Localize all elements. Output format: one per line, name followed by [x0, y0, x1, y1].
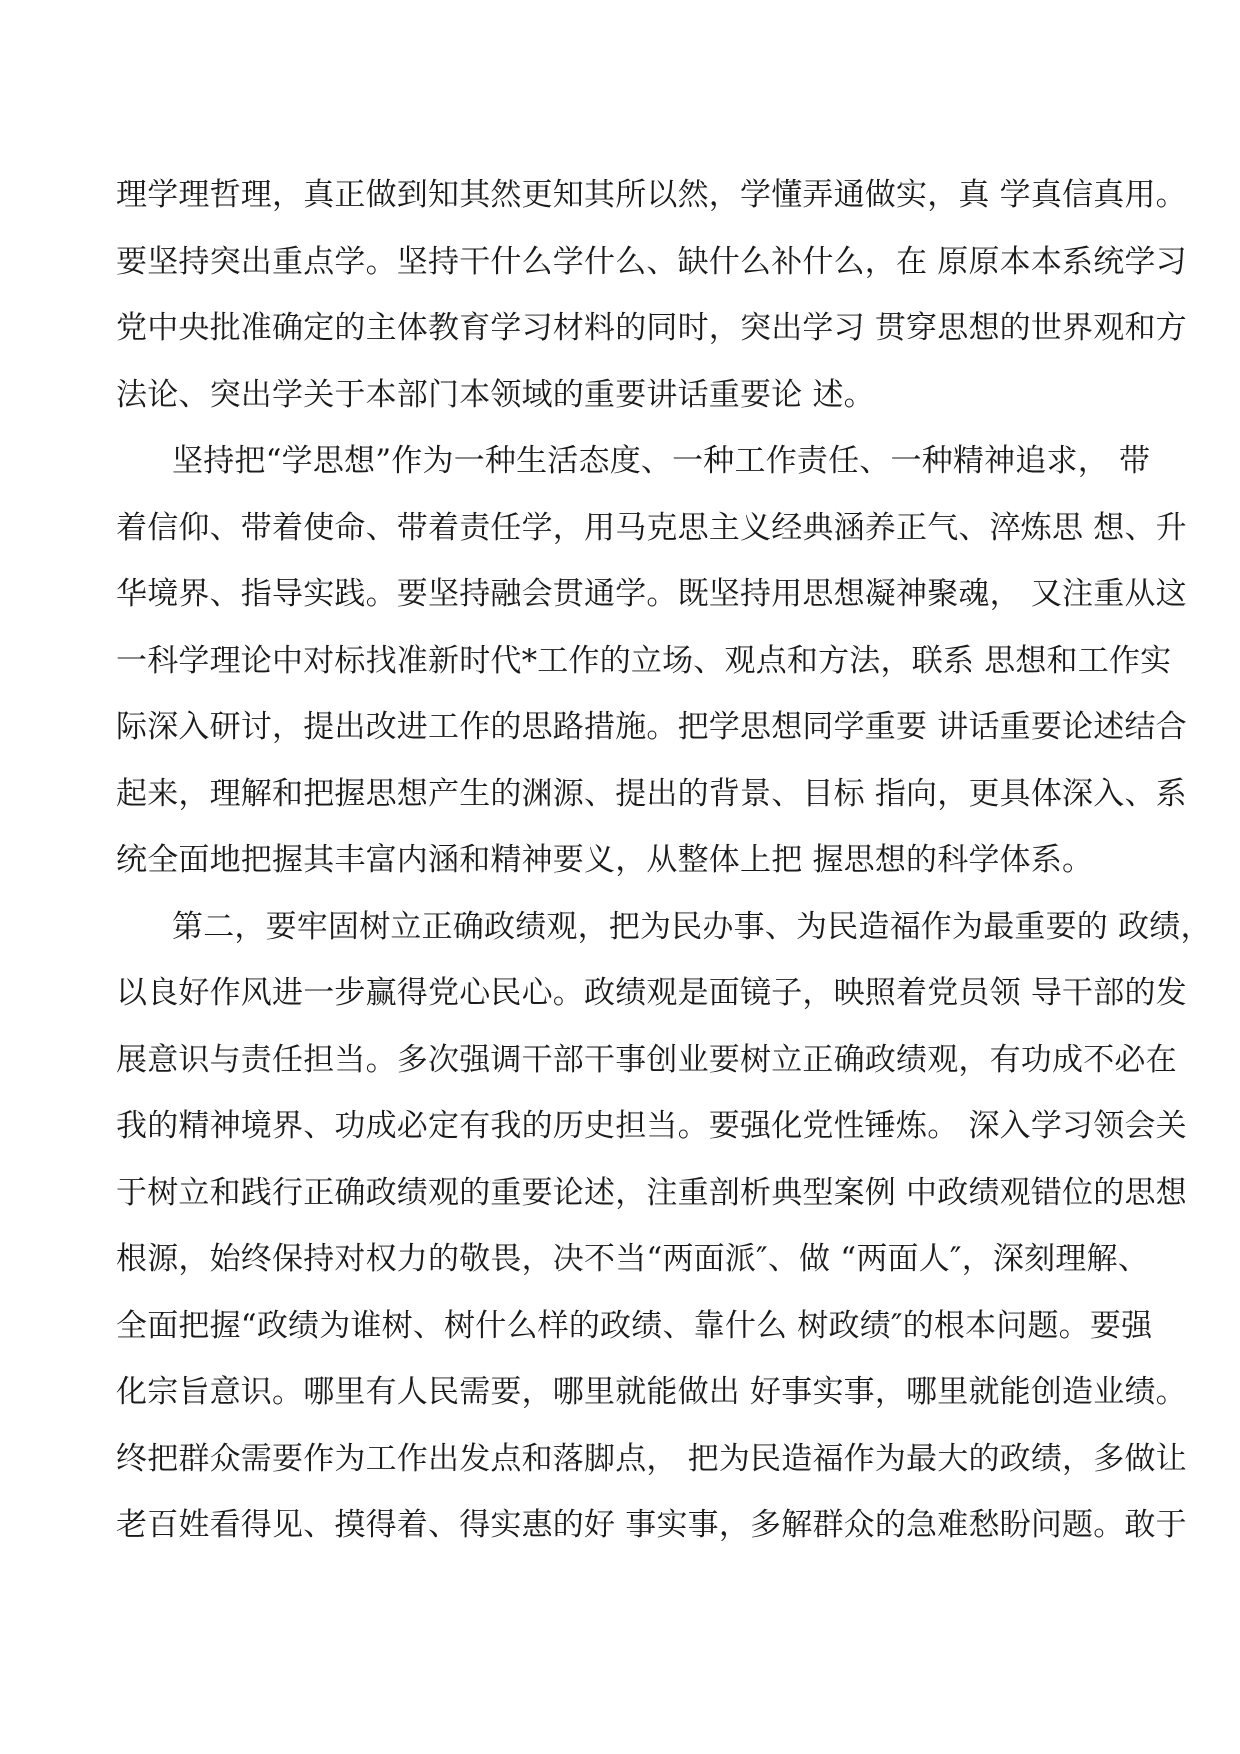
- text-line: 我的精神境界、功成必定有我的历史担当。要强化党性锤炼。 深入学习领会关: [116, 1108, 1187, 1144]
- text-line: 党中央批准确定的主体教育学习材料的同时，突出学习 贯穿思想的世界观和方: [116, 310, 1187, 346]
- text-line: 于树立和践行正确政绩观的重要论述，注重剖析典型案例 中政绩观错位的思想: [116, 1174, 1187, 1211]
- text-line: 展意识与责任担当。多次强调干部干事创业要树立正确政绩观，有功成不必在: [116, 1041, 1177, 1078]
- text-line: 一科学理论中对标找准新时代*工作的立场、观点和方法，联系 思想和工作实: [116, 642, 1172, 679]
- text-line: 着信仰、带着使命、带着责任学，用马克思主义经典涵养正气、淬炼思 想、升: [116, 509, 1187, 546]
- text-line: 统全面地把握其丰富内涵和精神要义，从整体上把 握思想的科学体系。: [116, 842, 1094, 878]
- text-line: 老百姓看得见、摸得着、得实惠的好 事实事，多解群众的急难愁盼问题。敢于: [116, 1507, 1187, 1543]
- text-line: 华境界、指导实践。要坚持融会贯通学。既坚持用思想凝神聚魂， 又注重从这: [116, 576, 1187, 612]
- document-body: [116, 162, 1212, 1559]
- text-line: 坚持把“学思想”作为一种生活态度、一种工作责任、一种精神追求， 带: [172, 443, 1151, 479]
- text-line: 要坚持突出重点学。坚持干什么学什么、缺什么补什么，在 原原本本系统学习: [116, 243, 1187, 280]
- text-line: 际深入研讨，提出改进工作的思路措施。把学思想同学重要 讲话重要论述结合: [116, 709, 1187, 745]
- text-line: 全面把握“政绩为谁树、树什么样的政绩、靠什么 树政绩″的根本问题。要强: [116, 1307, 1153, 1344]
- text-line: 根源，始终保持对权力的敬畏，决不当“两面派″、做 “两面人″，深刻理解、: [116, 1241, 1149, 1277]
- text-line: 终把群众需要作为工作出发点和落脚点， 把为民造福作为最大的政绩，多做让: [116, 1440, 1187, 1477]
- text-line: 理学理哲理，真正做到知其然更知其所以然，学懂弄通做实，真 学真信真用。: [116, 177, 1187, 213]
- text-line: 化宗旨意识。哪里有人民需要，哪里就能做出 好事实事，哪里就能创造业绩。: [116, 1374, 1187, 1410]
- text-line: 以良好作风进一步赢得党心民心。政绩观是面镜子，映照着党员领 导干部的发: [116, 975, 1187, 1011]
- text-line: 第二，要牢固树立正确政绩观，把为民办事、为民造福作为最重要的 政绩，: [172, 908, 1212, 945]
- text-line: 起来，理解和把握思想产生的渊源、提出的背景、目标 指向，更具体深入、系: [116, 775, 1187, 812]
- text-line: 法论、突出学关于本部门本领域的重要讲话重要论 述。: [116, 376, 875, 413]
